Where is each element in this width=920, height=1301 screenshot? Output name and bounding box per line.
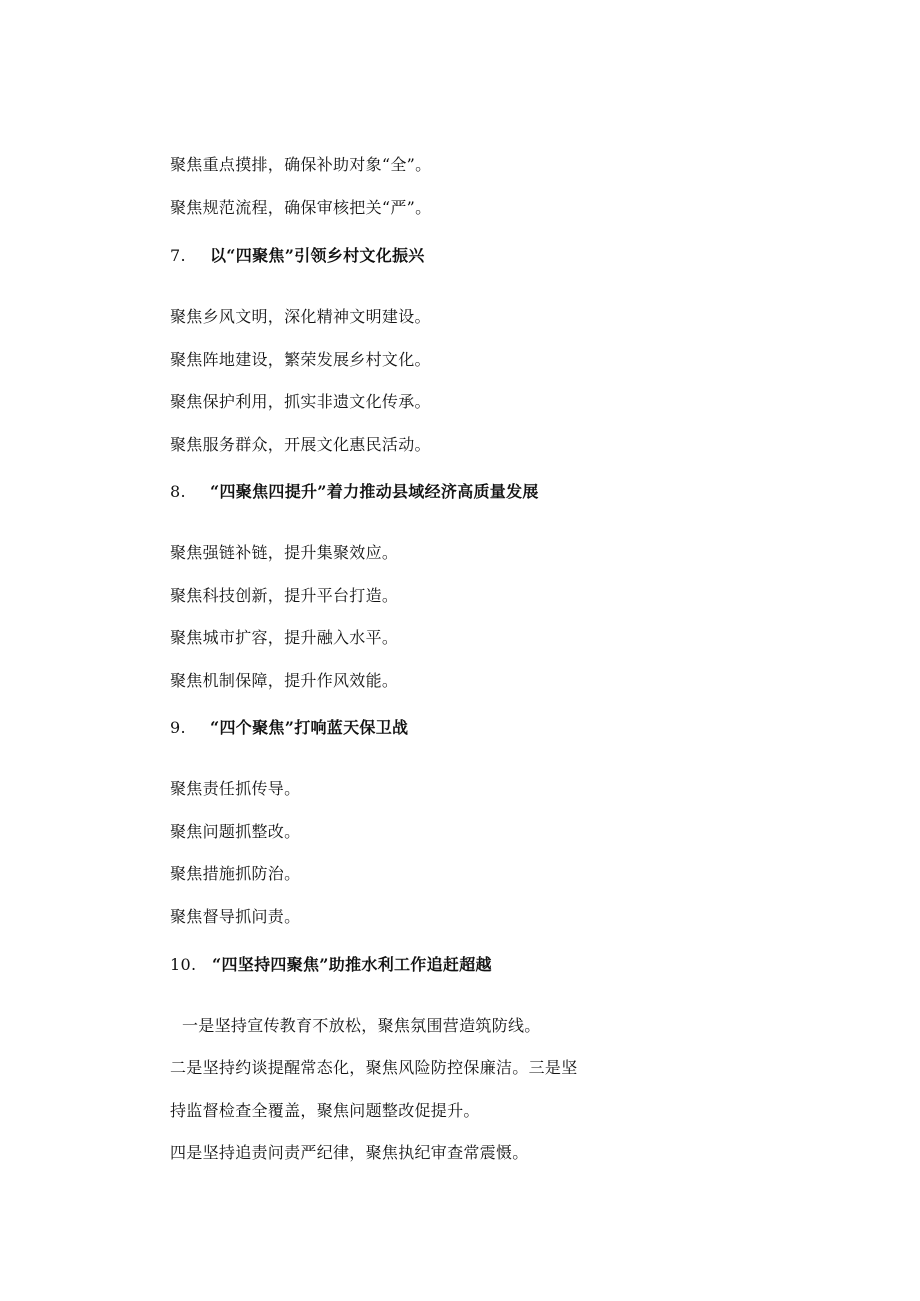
section-title: “四个聚焦”打响蓝天保卫战 (210, 718, 409, 737)
section-heading (170, 955, 492, 975)
list-item: 聚焦城市扩容，提升融入水平。 (170, 628, 399, 647)
section-number: 9. (170, 718, 186, 737)
section-title: 以“四聚焦”引领乡村文化振兴 (210, 246, 425, 265)
section-heading (170, 718, 408, 738)
section-title: “四坚持四聚焦”助推水利工作追赶超越 (212, 955, 492, 974)
list-item: 聚焦阵地建设，繁荣发展乡村文化。 (170, 350, 431, 369)
section-title: “四聚焦四提升”着力推动县域经济高质量发展 (210, 482, 539, 501)
list-item: 聚焦措施抓防治。 (170, 864, 301, 883)
section-number: 10. (170, 955, 197, 974)
section-number: 7. (170, 246, 186, 265)
list-item: 四是坚持追责问责严纪律，聚焦执纪审查常震慑。 (170, 1143, 529, 1162)
list-item: 聚焦乡风文明，深化精神文明建设。 (170, 307, 431, 326)
list-item: 聚焦强链补链，提升集聚效应。 (170, 543, 399, 562)
list-item: 持监督检查全覆盖，聚焦问题整改促提升。 (170, 1101, 480, 1120)
section-number: 8. (170, 482, 186, 501)
list-item: 聚焦服务群众，开展文化惠民活动。 (170, 435, 431, 454)
section-heading (170, 482, 539, 502)
body-line: 聚焦重点摸排，确保补助对象“全”。 (170, 155, 432, 174)
list-item: 二是坚持约谈提醒常态化，聚焦风险防控保廉洁。三是坚 (170, 1058, 578, 1077)
list-item: 聚焦科技创新，提升平台打造。 (170, 586, 399, 605)
list-item: 聚焦保护利用，抓实非遗文化传承。 (170, 392, 431, 411)
list-item: 聚焦问题抓整改。 (170, 822, 301, 841)
list-item: 聚焦机制保障，提升作风效能。 (170, 671, 399, 690)
list-item: 聚焦督导抓问责。 (170, 907, 301, 926)
section-heading (170, 246, 425, 266)
body-line: 聚焦规范流程，确保审核把关“严”。 (170, 198, 432, 217)
list-item: 一是坚持宣传教育不放松，聚焦氛围营造筑防线。 (182, 1016, 541, 1035)
list-item: 聚焦责任抓传导。 (170, 779, 301, 798)
